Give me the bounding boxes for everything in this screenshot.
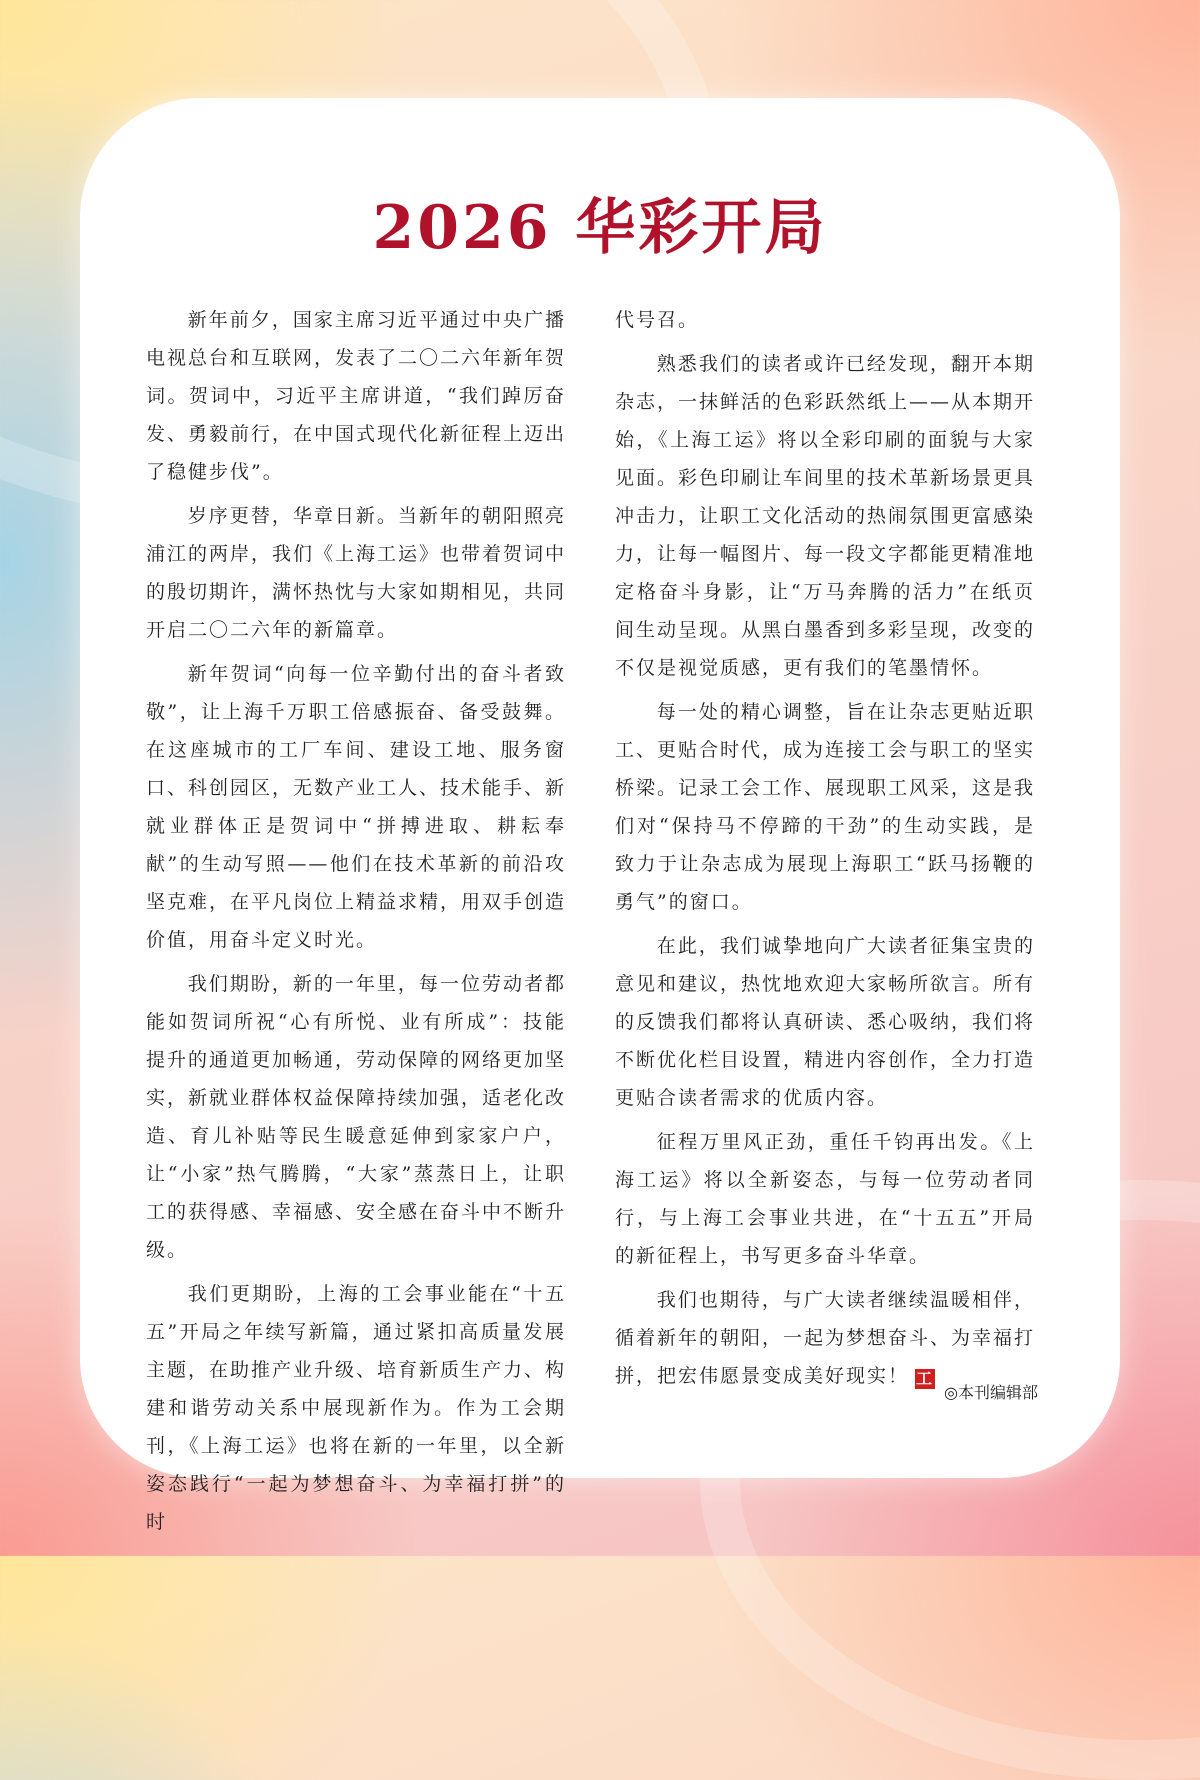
paragraph: 每一处的精心调整，旨在让杂志更贴近职工、更贴合时代，成为连接工会与职工的坚实桥梁。记录工会工作、展现职工风采，这是我们对“保持马不停蹄的干劲”的生动实践，是致力于让杂志成为展现上海职工“跃马扬鞭的勇气”的窗口。 (615, 701, 1036, 913)
paragraph: 我们更期盼，上海的工会事业能在“十五五”开局之年续写新篇，通过紧扣高质量发展主题，在助推产业升级、培育新质生产力、构建和谐劳动关系中展现新作为。作为工会期刊，《上海工运》也将在新的一年里，以全新姿态践行“一起为梦想奋斗、为幸福打拼”的时 (146, 1283, 567, 1533)
right-column (615, 301, 1035, 1401)
article-card (80, 98, 1120, 1533)
paragraph: 熟悉我们的读者或许已经发现，翻开本期杂志，一抹鲜活的色彩跃然纸上——从本期开始，《上海工运》将以全彩印刷的面貌与大家见面。彩色印刷让车间里的技术革新场景更具冲击力，让职工文化活动的热闹氛围更富感染力，让每一幅图片、每一段文字都能更精准地定格奋斗身影，让“万马奔腾的活力”在纸页间生动呈现。从黑白墨香到多彩呈现，改变的不仅是视觉质感，更有我们的笔墨情怀。 (615, 353, 1036, 679)
paragraph-continuation: 代号召。 (615, 309, 700, 331)
paragraph: 我们期盼，新的一年里，每一位劳动者都能如贺词所祝“心有所悦、业有所成”：技能提升的通道更加畅通，劳动保障的网络更加坚实，新就业群体权益保障持续加强，适老化改造、育儿补贴等民生暖意延伸到家家户户，让“小家”热气腾腾，“大家”蒸蒸日上，让职工的获得感、幸福感、安全感在奋斗中不断升级。 (146, 973, 567, 1261)
paragraph-text: 我们也期待，与广大读者继续温暖相伴，循着新年的朝阳，一起为梦想奋斗、为幸福打拼，把宏伟愿景变成美好现实！ (615, 1289, 1036, 1387)
left-column (146, 301, 566, 1547)
paragraph-last (615, 1281, 1035, 1395)
paragraph: 新年前夕，国家主席习近平通过中央广播电视总台和互联网，发表了二〇二六年新年贺词。贺词中，习近平主席讲道，“我们踔厉奋发、勇毅前行，在中国式现代化新征程上迈出了稳健步伐”。 (146, 309, 567, 483)
end-mark-icon: 工 (916, 1369, 935, 1388)
article-title: 2026 华彩开局 (372, 193, 828, 263)
paragraph: 征程万里风正劲，重任千钧再出发。《上海工运》将以全新姿态，与每一位劳动者同行，与上海工会事业共进，在“十五五”开局的新征程上，书写更多奋斗华章。 (615, 1131, 1035, 1267)
paragraph: 岁序更替，华章日新。当新年的朝阳照亮浦江的两岸，我们《上海工运》也带着贺词中的殷切期许，满怀热忱与大家如期相见，共同开启二〇二六年的新篇章。 (146, 505, 567, 641)
byline: ◎本刊编辑部 (944, 1383, 1038, 1402)
paragraph: 新年贺词“向每一位辛勤付出的奋斗者致敬”，让上海千万职工倍感振奋、备受鼓舞。在这座城市的工厂车间、建设工地、服务窗口、科创园区，无数产业工人、技术能手、新就业群体正是贺词中“拼搏进取、耕耘奉献”的生动写照——他们在技术革新的前沿攻坚克难，在平凡岗位上精益求精，用双手创造价值，用奋斗定义时光。 (146, 663, 567, 951)
paragraph: 在此，我们诚挚地向广大读者征集宝贵的意见和建议，热忱地欢迎大家畅所欲言。所有的反馈我们都将认真研读、悉心吸纳，我们将不断优化栏目设置，精进内容创作，全力打造更贴合读者需求的优质内容。 (615, 935, 1036, 1109)
